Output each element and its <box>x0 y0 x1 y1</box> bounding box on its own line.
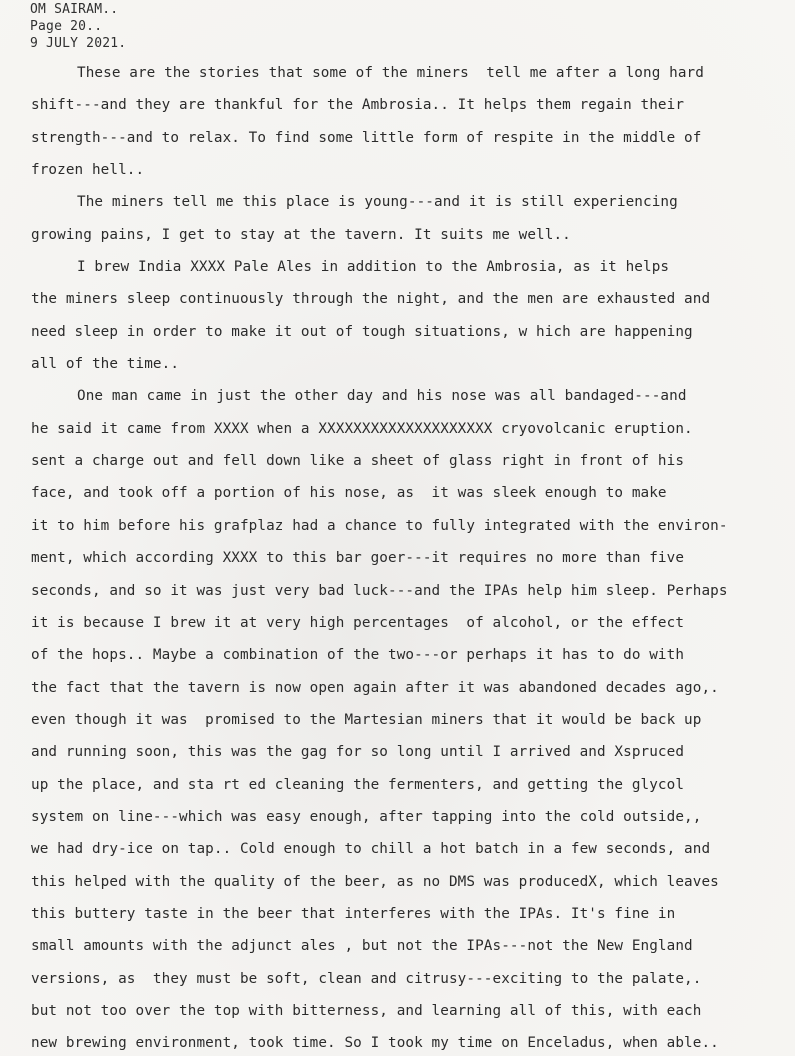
text-line: face, and took off a portion of his nose, as it was sleek enough to make <box>31 485 667 502</box>
text-line: he said it came from XXXX when a XXXXXXXXXXXXXXXXXXXX cryovolcanic eruption. <box>31 420 693 437</box>
text-line: the miners sleep continuously through the night, and the men are exhausted and <box>31 291 711 308</box>
text-line: all of the time.. <box>31 356 180 373</box>
text-line: it is because I brew it at very high percentages of alcohol, or the effect <box>31 614 685 631</box>
text-line: we had dry-ice on tap.. Cold enough to chill a hot batch in a few seconds, and <box>31 841 711 858</box>
text-line: and running soon, this was the gag for so long until I arrived and Xspruced <box>31 744 685 761</box>
text-line: frozen hell.. <box>31 162 145 179</box>
text-line: it to him before his grafplaz had a chance to fully integrated with the environ- <box>31 517 728 534</box>
text-line: up the place, and sta rt ed cleaning the fermenters, and getting the glycol <box>31 776 685 793</box>
page-header <box>30 1 126 52</box>
text-line: I brew India XXXX Pale Ales in addition to the Ambrosia, as it helps <box>77 259 670 276</box>
text-line: One man came in just the other day and his nose was all bandaged---and <box>77 388 687 405</box>
text-line: versions, as they must be soft, clean and citrusy---exciting to the palate,. <box>31 970 702 987</box>
text-line: need sleep in order to make it out of tough situations, w hich are happening <box>31 323 693 340</box>
header-title: OM SAIRAM.. <box>30 2 119 17</box>
text-line: of the hops.. Maybe a combination of the two---or perhaps it has to do with <box>31 647 685 664</box>
text-line: this helped with the quality of the beer, as no DMS was producedX, which leaves <box>31 873 719 890</box>
text-line: growing pains, I get to stay at the tavern. It suits me well.. <box>31 226 571 243</box>
header-date: 9 JULY 2021. <box>30 36 127 51</box>
text-line: the fact that the tavern is now open again after it was abandoned decades ago,. <box>31 679 719 696</box>
text-line: but not too over the top with bitterness, and learning all of this, with each <box>31 1002 702 1019</box>
text-line: this buttery taste in the beer that interferes with the IPAs. It's fine in <box>31 905 676 922</box>
body-text <box>31 62 791 1056</box>
text-line: ment, which according XXXX to this bar goer---it requires no more than five <box>31 550 685 567</box>
text-line: shift---and they are thankful for the Ambrosia.. It helps them regain their <box>31 97 685 114</box>
text-line: The miners tell me this place is young---and it is still experiencing <box>77 194 678 211</box>
text-line: system on line---which was easy enough, after tapping into the cold outside,, <box>31 808 702 825</box>
text-line: seconds, and so it was just very bad luck---and the IPAs help him sleep. Perhaps <box>31 582 728 599</box>
text-line: sent a charge out and fell down like a sheet of glass right in front of his <box>31 453 685 470</box>
text-line: strength---and to relax. To find some little form of respite in the middle of <box>31 129 702 146</box>
header-page-number: Page 20.. <box>30 19 103 34</box>
text-line: small amounts with the adjunct ales , but not the IPAs---not the New England <box>31 938 693 955</box>
text-line: even though it was promised to the Martesian miners that it would be back up <box>31 711 702 728</box>
text-line: These are the stories that some of the miners tell me after a long hard <box>77 65 704 81</box>
text-line: new brewing environment, took time. So I took my time on Enceladus, when able.. <box>31 1035 719 1052</box>
